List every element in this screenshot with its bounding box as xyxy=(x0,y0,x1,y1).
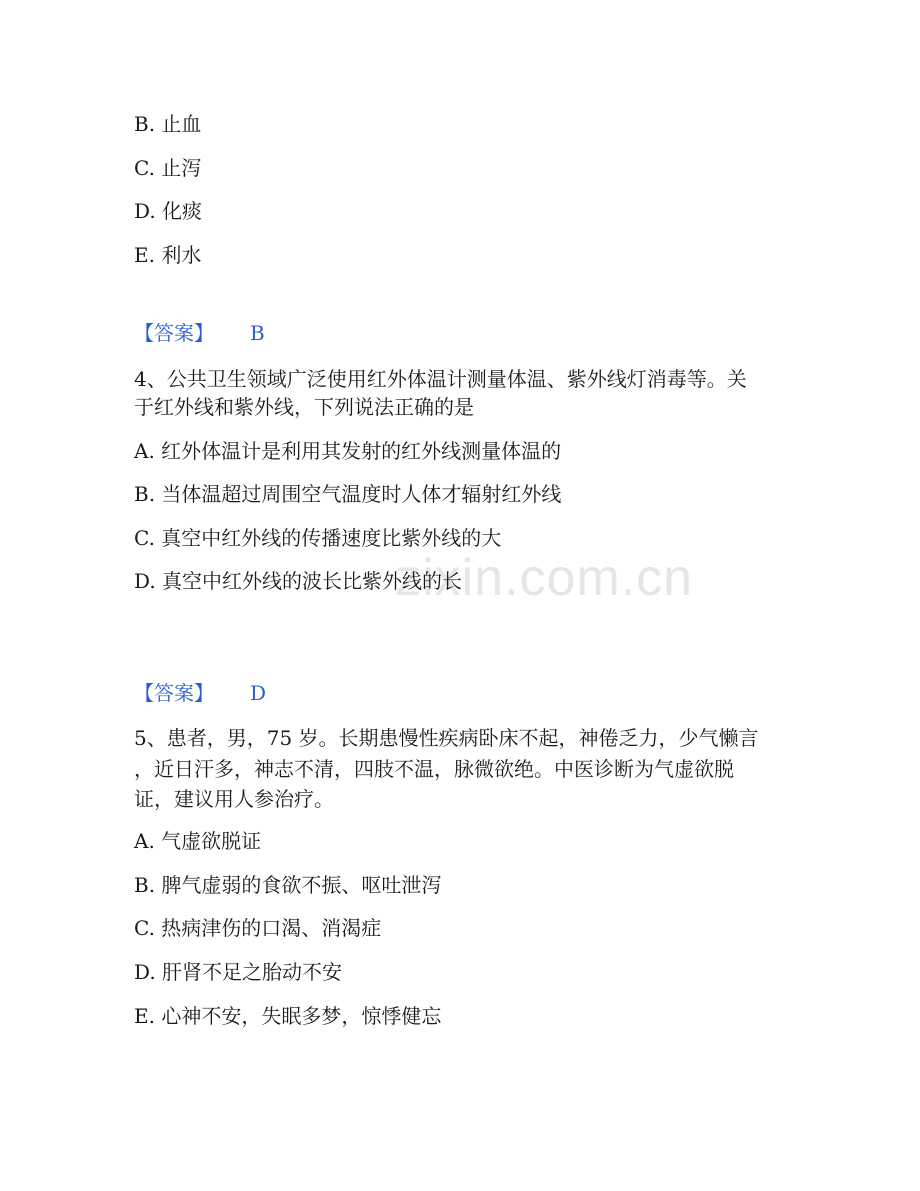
q3-option-d: D. 化痰 xyxy=(134,199,203,223)
q5-stem-line-2: ，近日汗多，神志不清，四肢不温，脉微欲绝。中医诊断为气虚欲脱 xyxy=(134,757,734,781)
q5-stem-line-1: 5、患者，男，75 岁。长期患慢性疾病卧床不起，神倦乏力，少气懒言 xyxy=(134,726,759,750)
watermark: zixin.com.cn xyxy=(395,549,694,607)
answer-value: D xyxy=(250,681,267,705)
q5-option-d: D. 肝肾不足之胎动不安 xyxy=(134,960,343,984)
q5-option-a: A. 气虚欲脱证 xyxy=(134,829,262,853)
q4-option-b: B. 当体温超过周围空气温度时人体才辐射红外线 xyxy=(134,482,562,506)
q4-stem-line-2: 于红外线和紫外线，下列说法正确的是 xyxy=(134,395,474,419)
q5-option-b: B. 脾气虚弱的食欲不振、呕吐泄泻 xyxy=(134,873,442,897)
q3-option-b: B. 止血 xyxy=(134,112,202,136)
answer-label: 【答案】 xyxy=(134,681,214,705)
q4-answer xyxy=(134,678,266,708)
q4-option-a: A. 红外体温计是利用其发射的红外线测量体温的 xyxy=(134,439,562,463)
q4-option-c: C. 真空中红外线的传播速度比紫外线的大 xyxy=(134,526,502,550)
q3-option-e: E. 利水 xyxy=(134,243,202,267)
answer-value: B xyxy=(250,321,265,345)
q4-stem-line-1: 4、公共卫生领域广泛使用红外体温计测量体温、紫外线灯消毒等。关 xyxy=(134,367,747,391)
q5-option-c: C. 热病津伤的口渴、消渴症 xyxy=(134,916,382,940)
q5-stem-line-3: 证，建议用人参治疗。 xyxy=(134,787,334,811)
answer-label: 【答案】 xyxy=(134,321,214,345)
q3-option-c: C. 止泻 xyxy=(134,156,202,180)
q5-option-e: E. 心神不安，失眠多梦，惊悸健忘 xyxy=(134,1004,442,1028)
q3-answer xyxy=(134,318,265,348)
q4-option-d: D. 真空中红外线的波长比紫外线的长 xyxy=(134,569,463,593)
